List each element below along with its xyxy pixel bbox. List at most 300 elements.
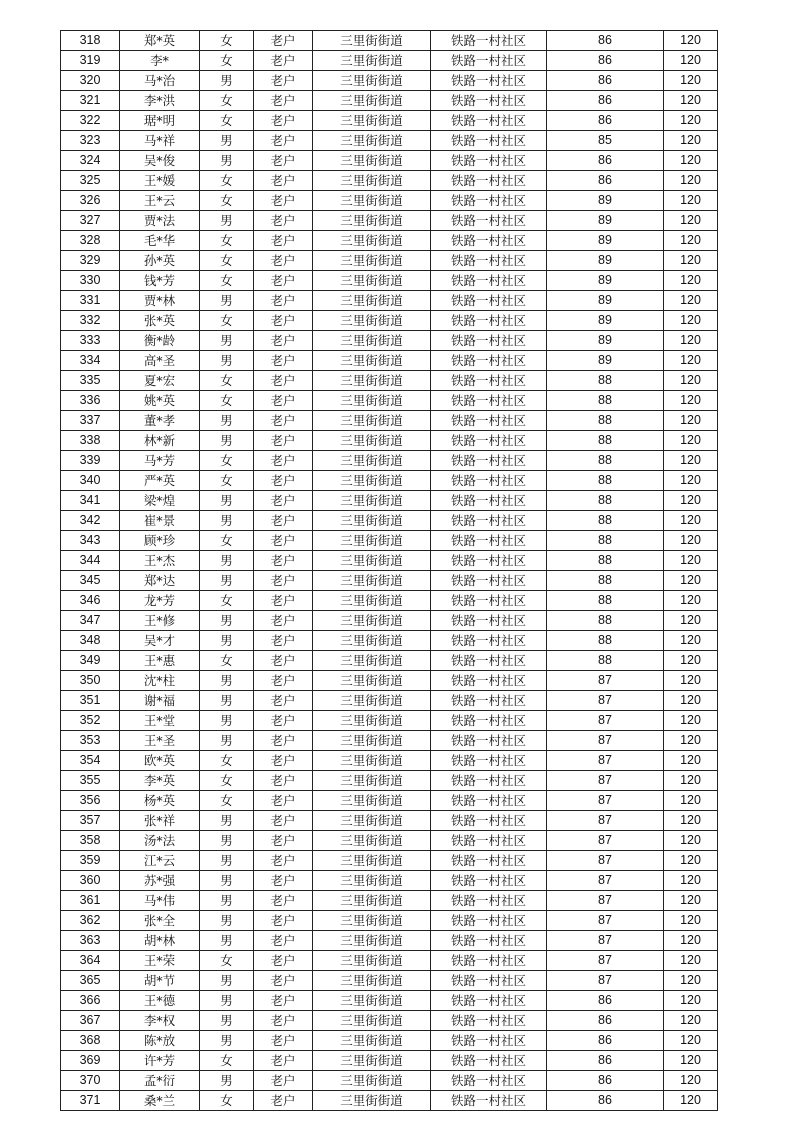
score-cell: 87 bbox=[547, 951, 664, 971]
amount-cell: 120 bbox=[664, 51, 718, 71]
amount-cell: 120 bbox=[664, 271, 718, 291]
table-row bbox=[61, 311, 718, 331]
community-cell: 铁路一村社区 bbox=[431, 1091, 547, 1111]
gender-cell: 男 bbox=[200, 691, 254, 711]
subdistrict-cell: 三里街街道 bbox=[313, 31, 431, 51]
household-type-cell: 老户 bbox=[254, 211, 313, 231]
gender-cell: 男 bbox=[200, 331, 254, 351]
gender-cell: 男 bbox=[200, 891, 254, 911]
subdistrict-cell: 三里街街道 bbox=[313, 711, 431, 731]
gender-cell: 女 bbox=[200, 1051, 254, 1071]
household-type-cell: 老户 bbox=[254, 471, 313, 491]
name-cell: 谢*福 bbox=[120, 691, 200, 711]
score-cell: 89 bbox=[547, 271, 664, 291]
serial-number-cell: 349 bbox=[61, 651, 120, 671]
household-type-cell: 老户 bbox=[254, 851, 313, 871]
name-cell: 高*圣 bbox=[120, 351, 200, 371]
community-cell: 铁路一村社区 bbox=[431, 931, 547, 951]
table-row bbox=[61, 191, 718, 211]
table-row bbox=[61, 771, 718, 791]
gender-cell: 男 bbox=[200, 611, 254, 631]
amount-cell: 120 bbox=[664, 951, 718, 971]
amount-cell: 120 bbox=[664, 131, 718, 151]
subdistrict-cell: 三里街街道 bbox=[313, 131, 431, 151]
table-row bbox=[61, 111, 718, 131]
household-type-cell: 老户 bbox=[254, 91, 313, 111]
serial-number-cell: 369 bbox=[61, 1051, 120, 1071]
household-type-cell: 老户 bbox=[254, 951, 313, 971]
gender-cell: 男 bbox=[200, 131, 254, 151]
name-cell: 沈*柱 bbox=[120, 671, 200, 691]
roster-table bbox=[60, 30, 718, 1111]
name-cell: 张*祥 bbox=[120, 811, 200, 831]
subdistrict-cell: 三里街街道 bbox=[313, 91, 431, 111]
community-cell: 铁路一村社区 bbox=[431, 151, 547, 171]
amount-cell: 120 bbox=[664, 411, 718, 431]
amount-cell: 120 bbox=[664, 571, 718, 591]
name-cell: 崔*景 bbox=[120, 511, 200, 531]
serial-number-cell: 350 bbox=[61, 671, 120, 691]
name-cell: 陈*放 bbox=[120, 1031, 200, 1051]
household-type-cell: 老户 bbox=[254, 1011, 313, 1031]
subdistrict-cell: 三里街街道 bbox=[313, 351, 431, 371]
amount-cell: 120 bbox=[664, 871, 718, 891]
name-cell: 吴*俊 bbox=[120, 151, 200, 171]
score-cell: 86 bbox=[547, 1071, 664, 1091]
name-cell: 吴*才 bbox=[120, 631, 200, 651]
subdistrict-cell: 三里街街道 bbox=[313, 431, 431, 451]
subdistrict-cell: 三里街街道 bbox=[313, 151, 431, 171]
community-cell: 铁路一村社区 bbox=[431, 631, 547, 651]
amount-cell: 120 bbox=[664, 891, 718, 911]
table-row bbox=[61, 651, 718, 671]
name-cell: 姚*英 bbox=[120, 391, 200, 411]
table-row bbox=[61, 291, 718, 311]
serial-number-cell: 360 bbox=[61, 871, 120, 891]
gender-cell: 女 bbox=[200, 31, 254, 51]
gender-cell: 男 bbox=[200, 491, 254, 511]
subdistrict-cell: 三里街街道 bbox=[313, 111, 431, 131]
community-cell: 铁路一村社区 bbox=[431, 131, 547, 151]
community-cell: 铁路一村社区 bbox=[431, 71, 547, 91]
serial-number-cell: 362 bbox=[61, 911, 120, 931]
subdistrict-cell: 三里街街道 bbox=[313, 531, 431, 551]
serial-number-cell: 330 bbox=[61, 271, 120, 291]
name-cell: 郑*英 bbox=[120, 31, 200, 51]
gender-cell: 男 bbox=[200, 151, 254, 171]
table-row bbox=[61, 391, 718, 411]
table-row bbox=[61, 211, 718, 231]
serial-number-cell: 370 bbox=[61, 1071, 120, 1091]
gender-cell: 男 bbox=[200, 911, 254, 931]
gender-cell: 男 bbox=[200, 351, 254, 371]
subdistrict-cell: 三里街街道 bbox=[313, 871, 431, 891]
community-cell: 铁路一村社区 bbox=[431, 311, 547, 331]
subdistrict-cell: 三里街街道 bbox=[313, 1031, 431, 1051]
community-cell: 铁路一村社区 bbox=[431, 551, 547, 571]
household-type-cell: 老户 bbox=[254, 51, 313, 71]
community-cell: 铁路一村社区 bbox=[431, 971, 547, 991]
serial-number-cell: 323 bbox=[61, 131, 120, 151]
amount-cell: 120 bbox=[664, 651, 718, 671]
community-cell: 铁路一村社区 bbox=[431, 1071, 547, 1091]
serial-number-cell: 343 bbox=[61, 531, 120, 551]
gender-cell: 男 bbox=[200, 211, 254, 231]
table-row bbox=[61, 471, 718, 491]
score-cell: 86 bbox=[547, 1091, 664, 1111]
amount-cell: 120 bbox=[664, 1091, 718, 1111]
serial-number-cell: 339 bbox=[61, 451, 120, 471]
subdistrict-cell: 三里街街道 bbox=[313, 751, 431, 771]
gender-cell: 女 bbox=[200, 531, 254, 551]
name-cell: 林*新 bbox=[120, 431, 200, 451]
community-cell: 铁路一村社区 bbox=[431, 211, 547, 231]
subdistrict-cell: 三里街街道 bbox=[313, 51, 431, 71]
gender-cell: 男 bbox=[200, 431, 254, 451]
score-cell: 87 bbox=[547, 911, 664, 931]
gender-cell: 女 bbox=[200, 1091, 254, 1111]
gender-cell: 女 bbox=[200, 371, 254, 391]
score-cell: 86 bbox=[547, 991, 664, 1011]
table-row bbox=[61, 371, 718, 391]
community-cell: 铁路一村社区 bbox=[431, 651, 547, 671]
amount-cell: 120 bbox=[664, 391, 718, 411]
table-row bbox=[61, 491, 718, 511]
subdistrict-cell: 三里街街道 bbox=[313, 831, 431, 851]
subdistrict-cell: 三里街街道 bbox=[313, 651, 431, 671]
subdistrict-cell: 三里街街道 bbox=[313, 251, 431, 271]
gender-cell: 男 bbox=[200, 851, 254, 871]
subdistrict-cell: 三里街街道 bbox=[313, 411, 431, 431]
subdistrict-cell: 三里街街道 bbox=[313, 171, 431, 191]
serial-number-cell: 344 bbox=[61, 551, 120, 571]
score-cell: 87 bbox=[547, 731, 664, 751]
table-row bbox=[61, 351, 718, 371]
name-cell: 孙*英 bbox=[120, 251, 200, 271]
table-row bbox=[61, 551, 718, 571]
amount-cell: 120 bbox=[664, 231, 718, 251]
serial-number-cell: 341 bbox=[61, 491, 120, 511]
serial-number-cell: 318 bbox=[61, 31, 120, 51]
amount-cell: 120 bbox=[664, 431, 718, 451]
table-row bbox=[61, 591, 718, 611]
table-row bbox=[61, 871, 718, 891]
name-cell: 汤*法 bbox=[120, 831, 200, 851]
score-cell: 88 bbox=[547, 411, 664, 431]
name-cell: 王*圣 bbox=[120, 731, 200, 751]
household-type-cell: 老户 bbox=[254, 171, 313, 191]
serial-number-cell: 333 bbox=[61, 331, 120, 351]
name-cell: 胡*节 bbox=[120, 971, 200, 991]
amount-cell: 120 bbox=[664, 791, 718, 811]
household-type-cell: 老户 bbox=[254, 511, 313, 531]
gender-cell: 男 bbox=[200, 931, 254, 951]
serial-number-cell: 336 bbox=[61, 391, 120, 411]
amount-cell: 120 bbox=[664, 731, 718, 751]
serial-number-cell: 325 bbox=[61, 171, 120, 191]
community-cell: 铁路一村社区 bbox=[431, 991, 547, 1011]
subdistrict-cell: 三里街街道 bbox=[313, 1011, 431, 1031]
community-cell: 铁路一村社区 bbox=[431, 171, 547, 191]
amount-cell: 120 bbox=[664, 991, 718, 1011]
gender-cell: 男 bbox=[200, 411, 254, 431]
serial-number-cell: 353 bbox=[61, 731, 120, 751]
score-cell: 87 bbox=[547, 831, 664, 851]
household-type-cell: 老户 bbox=[254, 31, 313, 51]
community-cell: 铁路一村社区 bbox=[431, 891, 547, 911]
gender-cell: 男 bbox=[200, 71, 254, 91]
serial-number-cell: 342 bbox=[61, 511, 120, 531]
community-cell: 铁路一村社区 bbox=[431, 111, 547, 131]
score-cell: 87 bbox=[547, 671, 664, 691]
score-cell: 85 bbox=[547, 131, 664, 151]
gender-cell: 男 bbox=[200, 971, 254, 991]
name-cell: 张*全 bbox=[120, 911, 200, 931]
community-cell: 铁路一村社区 bbox=[431, 951, 547, 971]
serial-number-cell: 331 bbox=[61, 291, 120, 311]
subdistrict-cell: 三里街街道 bbox=[313, 671, 431, 691]
table-row bbox=[61, 691, 718, 711]
community-cell: 铁路一村社区 bbox=[431, 1011, 547, 1031]
community-cell: 铁路一村社区 bbox=[431, 1051, 547, 1071]
table-row bbox=[61, 1031, 718, 1051]
serial-number-cell: 326 bbox=[61, 191, 120, 211]
score-cell: 87 bbox=[547, 971, 664, 991]
household-type-cell: 老户 bbox=[254, 331, 313, 351]
score-cell: 88 bbox=[547, 651, 664, 671]
gender-cell: 男 bbox=[200, 1011, 254, 1031]
subdistrict-cell: 三里街街道 bbox=[313, 971, 431, 991]
household-type-cell: 老户 bbox=[254, 991, 313, 1011]
score-cell: 87 bbox=[547, 751, 664, 771]
name-cell: 王*惠 bbox=[120, 651, 200, 671]
household-type-cell: 老户 bbox=[254, 431, 313, 451]
table-row bbox=[61, 831, 718, 851]
subdistrict-cell: 三里街街道 bbox=[313, 71, 431, 91]
gender-cell: 女 bbox=[200, 231, 254, 251]
amount-cell: 120 bbox=[664, 471, 718, 491]
name-cell: 王*云 bbox=[120, 191, 200, 211]
table-row bbox=[61, 71, 718, 91]
score-cell: 86 bbox=[547, 1031, 664, 1051]
score-cell: 89 bbox=[547, 251, 664, 271]
gender-cell: 男 bbox=[200, 871, 254, 891]
community-cell: 铁路一村社区 bbox=[431, 191, 547, 211]
household-type-cell: 老户 bbox=[254, 191, 313, 211]
household-type-cell: 老户 bbox=[254, 251, 313, 271]
community-cell: 铁路一村社区 bbox=[431, 91, 547, 111]
amount-cell: 120 bbox=[664, 511, 718, 531]
table-row bbox=[61, 951, 718, 971]
household-type-cell: 老户 bbox=[254, 931, 313, 951]
table-row bbox=[61, 731, 718, 751]
table-row bbox=[61, 611, 718, 631]
table-row bbox=[61, 931, 718, 951]
community-cell: 铁路一村社区 bbox=[431, 31, 547, 51]
serial-number-cell: 361 bbox=[61, 891, 120, 911]
amount-cell: 120 bbox=[664, 911, 718, 931]
household-type-cell: 老户 bbox=[254, 531, 313, 551]
amount-cell: 120 bbox=[664, 371, 718, 391]
subdistrict-cell: 三里街街道 bbox=[313, 451, 431, 471]
community-cell: 铁路一村社区 bbox=[431, 751, 547, 771]
household-type-cell: 老户 bbox=[254, 1051, 313, 1071]
table-row bbox=[61, 51, 718, 71]
amount-cell: 120 bbox=[664, 931, 718, 951]
amount-cell: 120 bbox=[664, 251, 718, 271]
table-row bbox=[61, 1091, 718, 1111]
community-cell: 铁路一村社区 bbox=[431, 811, 547, 831]
amount-cell: 120 bbox=[664, 451, 718, 471]
serial-number-cell: 334 bbox=[61, 351, 120, 371]
serial-number-cell: 335 bbox=[61, 371, 120, 391]
amount-cell: 120 bbox=[664, 631, 718, 651]
name-cell: 桑*兰 bbox=[120, 1091, 200, 1111]
name-cell: 贾*法 bbox=[120, 211, 200, 231]
score-cell: 86 bbox=[547, 71, 664, 91]
name-cell: 李*英 bbox=[120, 771, 200, 791]
serial-number-cell: 328 bbox=[61, 231, 120, 251]
subdistrict-cell: 三里街街道 bbox=[313, 951, 431, 971]
subdistrict-cell: 三里街街道 bbox=[313, 551, 431, 571]
community-cell: 铁路一村社区 bbox=[431, 371, 547, 391]
amount-cell: 120 bbox=[664, 171, 718, 191]
name-cell: 衡*龄 bbox=[120, 331, 200, 351]
name-cell: 马*芳 bbox=[120, 451, 200, 471]
household-type-cell: 老户 bbox=[254, 731, 313, 751]
table-row bbox=[61, 151, 718, 171]
gender-cell: 男 bbox=[200, 551, 254, 571]
table-row bbox=[61, 991, 718, 1011]
gender-cell: 女 bbox=[200, 311, 254, 331]
subdistrict-cell: 三里街街道 bbox=[313, 771, 431, 791]
score-cell: 89 bbox=[547, 311, 664, 331]
name-cell: 贾*林 bbox=[120, 291, 200, 311]
household-type-cell: 老户 bbox=[254, 831, 313, 851]
amount-cell: 120 bbox=[664, 591, 718, 611]
score-cell: 86 bbox=[547, 51, 664, 71]
community-cell: 铁路一村社区 bbox=[431, 291, 547, 311]
household-type-cell: 老户 bbox=[254, 411, 313, 431]
score-cell: 87 bbox=[547, 851, 664, 871]
household-type-cell: 老户 bbox=[254, 71, 313, 91]
subdistrict-cell: 三里街街道 bbox=[313, 271, 431, 291]
name-cell: 严*英 bbox=[120, 471, 200, 491]
community-cell: 铁路一村社区 bbox=[431, 331, 547, 351]
table-row bbox=[61, 251, 718, 271]
table-row bbox=[61, 711, 718, 731]
score-cell: 87 bbox=[547, 871, 664, 891]
table-row bbox=[61, 971, 718, 991]
serial-number-cell: 355 bbox=[61, 771, 120, 791]
serial-number-cell: 363 bbox=[61, 931, 120, 951]
table-row bbox=[61, 631, 718, 651]
name-cell: 王*德 bbox=[120, 991, 200, 1011]
gender-cell: 女 bbox=[200, 251, 254, 271]
subdistrict-cell: 三里街街道 bbox=[313, 1091, 431, 1111]
household-type-cell: 老户 bbox=[254, 291, 313, 311]
subdistrict-cell: 三里街街道 bbox=[313, 791, 431, 811]
gender-cell: 女 bbox=[200, 751, 254, 771]
amount-cell: 120 bbox=[664, 151, 718, 171]
document-page bbox=[60, 30, 717, 1111]
score-cell: 88 bbox=[547, 591, 664, 611]
serial-number-cell: 351 bbox=[61, 691, 120, 711]
community-cell: 铁路一村社区 bbox=[431, 431, 547, 451]
name-cell: 王*杰 bbox=[120, 551, 200, 571]
community-cell: 铁路一村社区 bbox=[431, 691, 547, 711]
table-row bbox=[61, 231, 718, 251]
community-cell: 铁路一村社区 bbox=[431, 271, 547, 291]
amount-cell: 120 bbox=[664, 331, 718, 351]
table-row bbox=[61, 171, 718, 191]
amount-cell: 120 bbox=[664, 1011, 718, 1031]
household-type-cell: 老户 bbox=[254, 651, 313, 671]
table-row bbox=[61, 891, 718, 911]
score-cell: 89 bbox=[547, 351, 664, 371]
table-row bbox=[61, 911, 718, 931]
serial-number-cell: 366 bbox=[61, 991, 120, 1011]
community-cell: 铁路一村社区 bbox=[431, 511, 547, 531]
amount-cell: 120 bbox=[664, 1031, 718, 1051]
table-row bbox=[61, 31, 718, 51]
community-cell: 铁路一村社区 bbox=[431, 791, 547, 811]
subdistrict-cell: 三里街街道 bbox=[313, 911, 431, 931]
community-cell: 铁路一村社区 bbox=[431, 711, 547, 731]
serial-number-cell: 324 bbox=[61, 151, 120, 171]
gender-cell: 女 bbox=[200, 171, 254, 191]
score-cell: 86 bbox=[547, 31, 664, 51]
amount-cell: 120 bbox=[664, 111, 718, 131]
serial-number-cell: 368 bbox=[61, 1031, 120, 1051]
score-cell: 86 bbox=[547, 1011, 664, 1031]
amount-cell: 120 bbox=[664, 671, 718, 691]
gender-cell: 女 bbox=[200, 651, 254, 671]
subdistrict-cell: 三里街街道 bbox=[313, 691, 431, 711]
score-cell: 86 bbox=[547, 91, 664, 111]
subdistrict-cell: 三里街街道 bbox=[313, 391, 431, 411]
serial-number-cell: 356 bbox=[61, 791, 120, 811]
household-type-cell: 老户 bbox=[254, 1031, 313, 1051]
gender-cell: 男 bbox=[200, 731, 254, 751]
gender-cell: 女 bbox=[200, 191, 254, 211]
serial-number-cell: 347 bbox=[61, 611, 120, 631]
serial-number-cell: 365 bbox=[61, 971, 120, 991]
name-cell: 王*修 bbox=[120, 611, 200, 631]
table-row bbox=[61, 511, 718, 531]
name-cell: 胡*林 bbox=[120, 931, 200, 951]
score-cell: 88 bbox=[547, 531, 664, 551]
table-row bbox=[61, 791, 718, 811]
serial-number-cell: 340 bbox=[61, 471, 120, 491]
score-cell: 89 bbox=[547, 191, 664, 211]
name-cell: 王*荣 bbox=[120, 951, 200, 971]
name-cell: 夏*宏 bbox=[120, 371, 200, 391]
table-row bbox=[61, 331, 718, 351]
gender-cell: 女 bbox=[200, 771, 254, 791]
household-type-cell: 老户 bbox=[254, 911, 313, 931]
subdistrict-cell: 三里街街道 bbox=[313, 731, 431, 751]
score-cell: 86 bbox=[547, 171, 664, 191]
household-type-cell: 老户 bbox=[254, 891, 313, 911]
score-cell: 87 bbox=[547, 771, 664, 791]
subdistrict-cell: 三里街街道 bbox=[313, 491, 431, 511]
subdistrict-cell: 三里街街道 bbox=[313, 851, 431, 871]
community-cell: 铁路一村社区 bbox=[431, 451, 547, 471]
subdistrict-cell: 三里街街道 bbox=[313, 291, 431, 311]
name-cell: 王*媛 bbox=[120, 171, 200, 191]
amount-cell: 120 bbox=[664, 971, 718, 991]
